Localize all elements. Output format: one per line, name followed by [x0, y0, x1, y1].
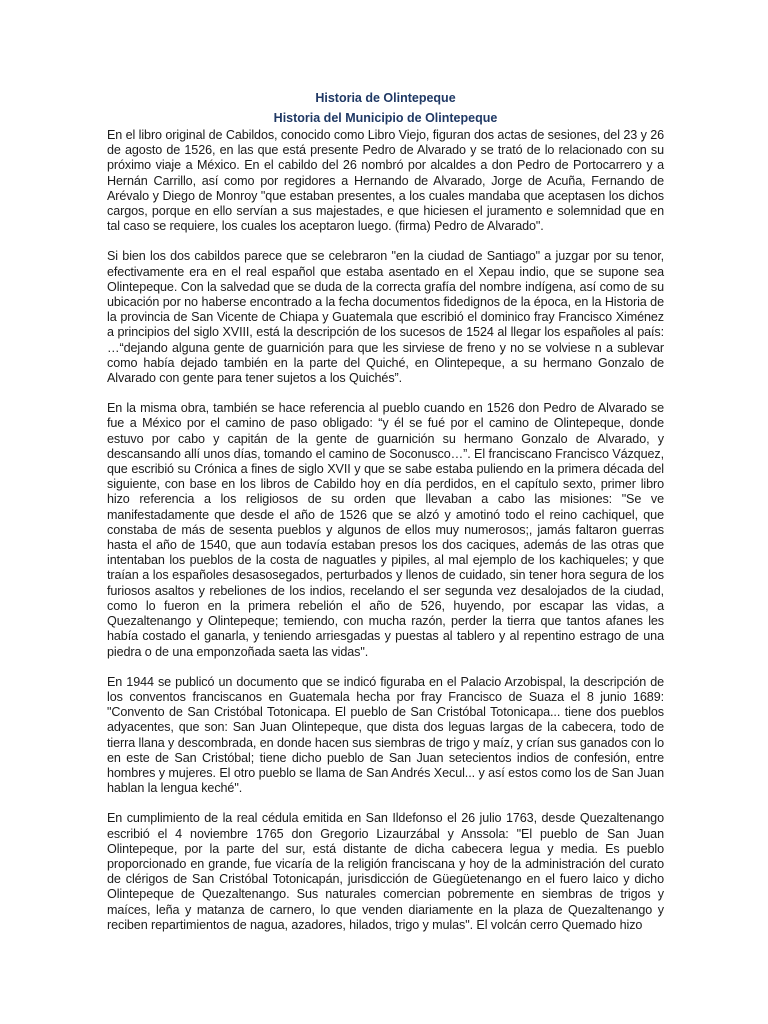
paragraph-3: En la misma obra, también se hace referencia al pueblo cuando en 1526 don Pedro de Alvarado se fue a México por el camino de paso obligado: “y él se fué por el camino de Olintepeque, donde estuvo por cabo y capitán de la gente de guarnición su hermano Gonzalo de Alvarado, y descansando allí unos días, tomando el camino de Soconusco…”. El franciscano Francisco Vázquez, que escribió su Crónica a fines de siglo XVII y que se sabe estaba puliendo en la primera década del siguiente, con base en los libros de Cabildo hoy en día perdidos, en el capítulo sexto, primer libro hizo referencia a los religiosos de su orden que llevaban a cabo las misiones: "Se ve manifestadamente que desde el año de 1526 que se alzó y amotinó todo el reino cachiquel, que constaba de más de sesenta pueblos y algunos de ellos muy numerosos;, jamás faltaron guerras hasta el año de 1540, que aun todavía estaban presos los dos caciques, además de las otras que intentaban los pueblos de la costa de naguatles y pipiles, al mal ejemplo de los kachiqueles; y que traían a los españoles desasosegados, perturbados y llenos de cuidado, sin tener hora segura de los furiosos asaltos y rebeliones de los indios, recelando el ser segunda vez desalojados de la ciudad, como lo fueron en la primera rebelión el año de 526, huyendo, por escapar las vidas, a Quezaltenango y Olintepeque; temiendo, con mucha razón, perder la tierra que tantos afanes les había costado el ganarla, y teniendo arriesgadas y puestas al tablero y al repentino estrago de una piedra o de una emponzoñada saeta las vidas".: [107, 401, 664, 659]
paragraph-2: Si bien los dos cabildos parece que se celebraron "en la ciudad de Santiago" a juzgar por su tenor, efectivamente era en el real español que estaba asentado en el Xepau indio, que se supone sea Olintepeque. Con la salvedad que se duda de la correcta grafía del nombre indígena, así como de su ubicación por no haberse encontrado a la fecha documentos fidedignos de la época, en la Historia de la provincia de San Vicente de Chiapa y Guatemala que escribió el dominico fray Francisco Ximénez a principios del siglo XVIII, está la descripción de los sucesos de 1524 al llegar los españoles al país: …“dejando alguna gente de guarnición para que les sirviese de freno y no se volviese n a sublevar como había dejado también en la parte del Quiché, en Olintepeque, a su hermano Gonzalo de Alvarado con gente para tener sujetos a los Quichés”.: [107, 249, 664, 386]
document-title: Historia de Olintepeque: [315, 91, 456, 105]
paragraph-1: En el libro original de Cabildos, conocido como Libro Viejo, figuran dos actas de sesiones, del 23 y 26 de agosto de 1526, en las que está presente Pedro de Alvarado y se trató de lo relacionado con su próximo viaje a México. En el cabildo del 26 nombró por alcaldes a don Pedro de Portocarrero y a Hernán Carrillo, así como por regidores a Hernando de Alvarado, Jorge de Acuña, Fernando de Arévalo y Diego de Monroy "que estaban presentes, a los cuales mandaba que aceptasen los dichos cargos, porque en ello servían a sus majestades, e que hiciesen el juramento e solemnidad que en tal caso se requiere, los cuales los aceptaron luego. (firma) Pedro de Alvarado".: [107, 128, 664, 234]
paragraph-5: En cumplimiento de la real cédula emitida en San Ildefonso el 26 julio 1763, desde Quezaltenango escribió el 4 noviembre 1765 don Gregorio Lizaurzábal y Anssola: "El pueblo de San Juan Olintepeque, por la parte del sur, está distante de dicha cabecera legua y media. Es pueblo proporcionado en grande, fue vicaría de la religión franciscana y hoy de la administración del curato de clérigos de San Cristóbal Totonicapán, jurisdicción de Güegüetenango en el fuero laico y dicho Olintepeque de Quezaltenango. Sus naturales comercian pobremente en siembras de trigos y maíces, leña y matanza de carnero, lo que venden diariamente en la plaza de Quezaltenango y reciben repartimientos de nagua, azadores, hilados, trigo y mulas". El volcán cerro Quemado hizo: [107, 811, 664, 932]
paragraph-4: En 1944 se publicó un documento que se indicó figuraba en el Palacio Arzobispal, la descripción de los conventos franciscanos en Guatemala hecha por fray Francisco de Suaza el 8 junio 1689: "Convento de San Cristóbal Totonicapa. El pueblo de San Cristóbal Totonicapa... tiene dos pueblos adyacentes, que son: San Juan Olintepeque, que dista dos leguas largas de la cabecera, todo de tierra llana y descombrada, en donde hacen sus siembras de trigo y maíz, y crían sus ganados con lo en este de San Cristóbal; tiene dicho pueblo de San Juan setecientos indios de confesión, entre hombres y mujeres. El otro pueblo se llama de San Andrés Xecul... y así estos como los de San Juan hablan la lengua keché".: [107, 674, 664, 796]
document-subtitle: Historia del Municipio de Olintepeque: [273, 111, 498, 125]
